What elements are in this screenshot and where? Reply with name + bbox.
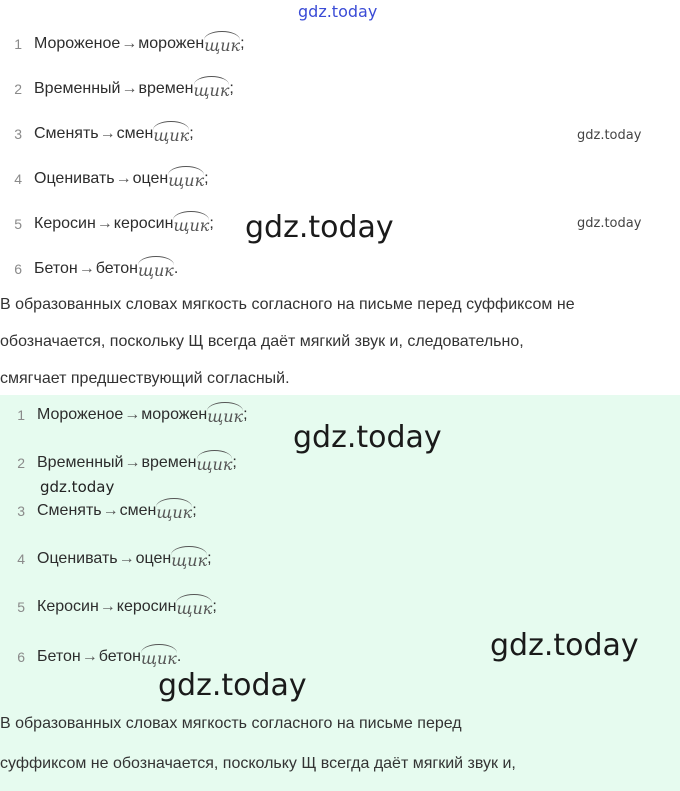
watermark: gdz.today — [40, 478, 115, 496]
arrow-icon: → — [124, 454, 141, 471]
watermark: gdz.today — [490, 628, 639, 663]
arrow-icon: → — [121, 80, 138, 97]
derived-stem: керосин — [116, 598, 177, 615]
source-word: Керосин — [37, 598, 99, 615]
arrow-icon: → — [124, 406, 141, 423]
explanation-paragraph-b: В образованных словах мягкость согласного на письме перед суффиксом не обозначается, поскольку Щ всегда даёт мягкий звук и, — [0, 715, 516, 772]
suffix: щик — [153, 125, 190, 145]
suffix: щик — [173, 215, 210, 235]
arrow-icon: → — [118, 550, 135, 567]
derived-stem: оцен — [135, 550, 172, 567]
watermark: gdz.today — [293, 420, 442, 455]
derived-stem: смен — [116, 125, 154, 142]
source-word: Временный — [37, 454, 124, 471]
list-item: 4 Оценивать → оцен щик ; — [17, 550, 212, 570]
source-word: Бетон — [34, 260, 78, 277]
explanation-paragraph-a: В образованных словах мягкость согласного на письме перед суффиксом не обозначается, поскольку Щ всегда даёт мягкий звук и, следовательно, смягчает предшествующий согласный. — [0, 296, 575, 387]
arrow-icon: → — [78, 260, 95, 277]
list-item: 1 Мороженое → морожен щик ; — [14, 35, 245, 55]
suffix: щик — [193, 80, 230, 100]
list-item: 6 Бетон → бетон щик . — [17, 648, 182, 668]
list-item: 3 Сменять → смен щик ; — [17, 502, 197, 522]
derived-stem: времен — [138, 80, 194, 97]
derived-stem: оцен — [132, 170, 169, 187]
list-item: 4 Оценивать → оцен щик ; — [14, 170, 209, 190]
arrow-icon: → — [81, 648, 98, 665]
derived-stem: морожен — [138, 35, 205, 52]
derived-stem: бетон — [95, 260, 138, 277]
suffix: щик — [156, 502, 193, 522]
derived-stem: морожен — [141, 406, 208, 423]
watermark: gdz.today — [577, 128, 642, 143]
watermark: gdz.today — [298, 2, 378, 21]
derived-stem: бетон — [98, 648, 141, 665]
source-word: Керосин — [34, 215, 96, 232]
suffix: щик — [207, 406, 244, 426]
list-item: 5 Керосин → керосин щик ; — [14, 215, 214, 235]
derived-stem: смен — [119, 502, 157, 519]
arrow-icon: → — [102, 502, 119, 519]
derived-stem: времен — [141, 454, 197, 471]
suffix: щик — [140, 648, 177, 668]
source-word: Сменять — [34, 125, 99, 142]
source-word: Мороженое — [34, 35, 121, 52]
list-item: 2 Временный → времен щик ; — [17, 454, 237, 474]
source-word: Бетон — [37, 648, 81, 665]
arrow-icon: → — [99, 598, 116, 615]
arrow-icon: → — [115, 170, 132, 187]
list-item: 2 Временный → времен щик ; — [14, 80, 234, 100]
list-item: 5 Керосин → керосин щик ; — [17, 598, 217, 618]
source-word: Оценивать — [37, 550, 118, 567]
source-word: Оценивать — [34, 170, 115, 187]
suffix: щик — [196, 454, 233, 474]
suffix: щик — [137, 260, 174, 280]
source-word: Временный — [34, 80, 121, 97]
watermark: gdz.today — [158, 668, 307, 703]
watermark: gdz.today — [577, 216, 642, 231]
suffix: щик — [171, 550, 208, 570]
list-item: 3 Сменять → смен щик ; — [14, 125, 194, 145]
suffix: щик — [168, 170, 205, 190]
watermark: gdz.today — [245, 210, 394, 245]
source-word: Сменять — [37, 502, 102, 519]
derived-stem: керосин — [113, 215, 174, 232]
arrow-icon: → — [121, 35, 138, 52]
list-item: 6 Бетон → бетон щик . — [14, 260, 179, 280]
arrow-icon: → — [99, 125, 116, 142]
arrow-icon: → — [96, 215, 113, 232]
source-word: Мороженое — [37, 406, 124, 423]
list-item: 1 Мороженое → морожен щик ; — [17, 406, 248, 426]
suffix: щик — [176, 598, 213, 618]
suffix: щик — [204, 35, 241, 55]
